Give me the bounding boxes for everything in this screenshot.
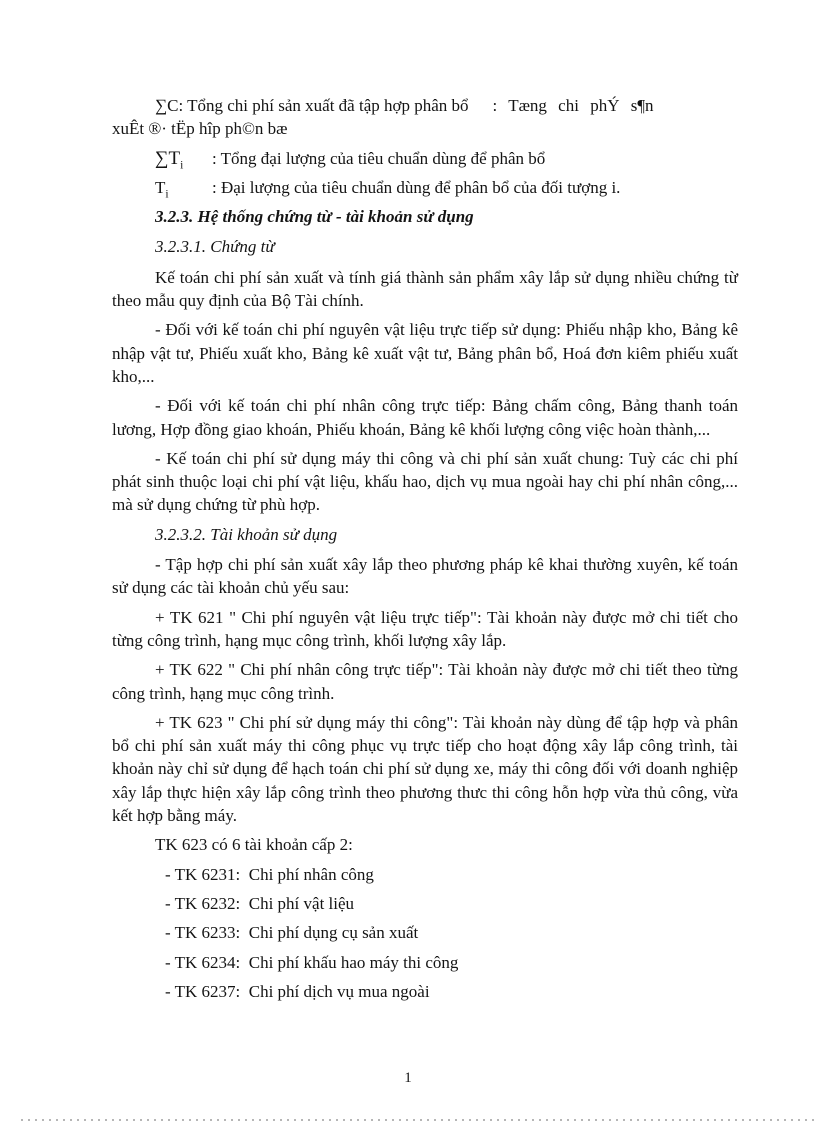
definition-sum-c <box>112 94 738 141</box>
page-bottom-dotted-edge <box>21 1119 815 1121</box>
paragraph-tk-623: + TK 623 " Chi phí sử dụng máy thi công": Tài khoản này dùng để tập hợp và phân bổ chi phí sản xuất máy thi công phục vụ trực tiếp cho hoạt động xây lắp công trình, tài khoản này chỉ sử dụng để hạch toán chi phí sử dụng xe, máy thi công đối với doanh nghiệp xây lắp thực hiện xây lắp công trình theo phương thưc thi công hỗn hợp vừa thủ công, vừa kết hợp bằng máy. <box>112 712 738 826</box>
definition-sum-ti <box>112 147 738 170</box>
subscript-i: i <box>165 187 169 201</box>
page-body <box>112 94 738 1009</box>
sigma-symbol: ∑T <box>155 147 181 169</box>
paragraph-tap-hop: - Tập hợp chi phí sản xuất xây lắp theo phương pháp kê khai thường xuyên, kế toán sử dụng các tài khoản chủ yếu sau: <box>112 555 738 598</box>
t-symbol: T <box>155 177 166 197</box>
tk-6232-item: - TK 6232: Chi phí vật liệu <box>165 893 355 913</box>
definition-sum-ti-symbol <box>155 147 212 170</box>
tk-6231-item: - TK 6231: Chi phí nhân công <box>165 864 374 884</box>
page-number: 1 <box>404 1070 412 1086</box>
bullet-nguyen-vat-lieu: - Đối với kế toán chi phí nguyên vật liệu trực tiếp sử dụng: Phiếu nhập kho, Bảng kê nhập vật tư, Phiếu xuất kho, Bảng kê xuất vật tư, Bảng phân bổ, Hoá đơn kiêm phiếu xuất kho,... <box>112 320 738 386</box>
definition-sum-c-lead: ∑C: Tổng chi phí sản xuất đã tập hợp phân bổ <box>155 96 469 115</box>
tk-6234-item: - TK 6234: Chi phí khấu hao máy thi công <box>165 952 459 972</box>
definition-ti-text: : Đại lượng của tiêu chuẩn dùng để phân bổ của đối tượng i. <box>212 177 621 197</box>
tk-6237-item: - TK 6237: Chi phí dịch vụ mua ngoài <box>165 981 430 1001</box>
subscript-i: i <box>180 157 184 171</box>
paragraph-tk-622: + TK 622 " Chi phí nhân công trực tiếp": Tài khoản này được mở chi tiết theo từng công trình, hạng mục công trình. <box>112 660 738 703</box>
tk-623-level2-intro: TK 623 có 6 tài khoản cấp 2: <box>155 835 353 855</box>
bullet-may-thi-cong: - Kế toán chi phí sử dụng máy thi công và chi phí sản xuất chung: Tuỳ các chi phí phát sinh thuộc loại chi phí vật liệu, khấu hao, dịch vụ mua ngoài hay chi phí nhân công,... mà sử dụng chứng từ phù hợp. <box>112 448 738 515</box>
definition-sum-c-garbled-line2: xuÊt ®· tËp hîp ph©n bæ <box>112 119 288 139</box>
paragraph-chung-tu-intro: Kế toán chi phí sản xuất và tính giá thành sản phẩm xây lắp sử dụng nhiều chứng từ theo mẫu quy định của Bộ Tài chính. <box>112 267 738 311</box>
tk-6233-item: - TK 6233: Chi phí dụng cụ sản xuất <box>165 923 419 943</box>
paragraph-tk-621: + TK 621 " Chi phí nguyên vật liệu trực tiếp": Tài khoản này được mở chi tiết cho từng công trình, hạng mục công trình, khối lượng xây lắp. <box>112 607 738 650</box>
heading-3-2-3-1: 3.2.3.1. Chứng từ <box>155 237 275 257</box>
heading-3-2-3: 3.2.3. Hệ thống chứng từ - tài khoản sử dụng <box>155 207 474 227</box>
definition-ti-symbol <box>155 176 212 199</box>
heading-3-2-3-2: 3.2.3.2. Tài khoản sử dụng <box>155 524 338 544</box>
definition-sum-ti-text: : Tổng đại lượng của tiêu chuẩn dùng để phân bổ <box>212 148 546 168</box>
bullet-nhan-cong: - Đối với kế toán chi phí nhân công trực tiếp: Bảng chấm công, Bảng thanh toán lương, Hợp đồng giao khoán, Phiếu khoán, Bảng kê khối lượng công việc hoàn thành,... <box>112 396 738 439</box>
definition-ti <box>112 176 738 199</box>
definition-sum-c-garbled-line1: : Tæng chi phÝ s¶n <box>492 96 654 115</box>
